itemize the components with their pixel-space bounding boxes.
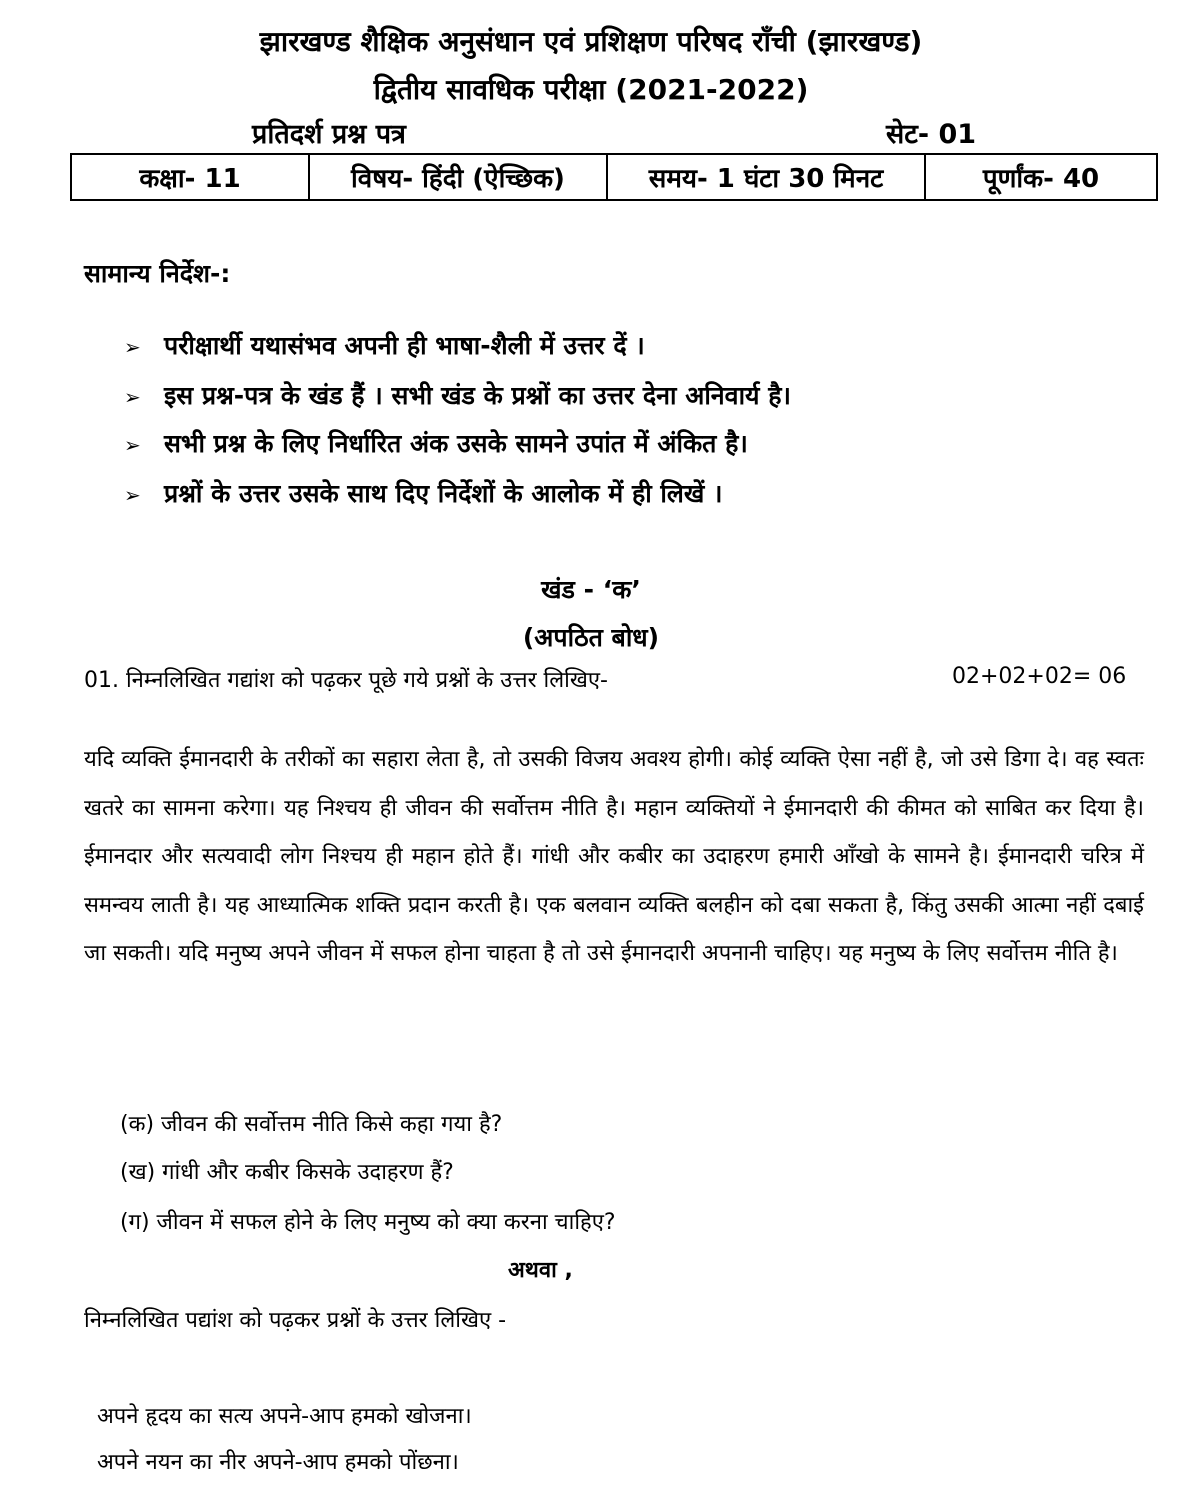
instructions-heading: सामान्य निर्देश-: (84, 259, 231, 288)
instruction-item: ➢ इस प्रश्न-पत्र के खंड हैं । सभी खंड के प्रश्नों का उत्तर देना अनिवार्य है। (124, 381, 792, 410)
instruction-item: ➢ परीक्षार्थी यथासंभव अपनी ही भाषा-शैली में उत्तर दें । (124, 331, 645, 360)
paper-type: प्रतिदर्श प्रश्न पत्र (252, 119, 406, 150)
poem-line: अपने नयन का नीर अपने-आप हमको पोंछना। (97, 1450, 459, 1475)
alt-prompt: निम्नलिखित पद्यांश को पढ़कर प्रश्नों के उत्तर लिखिए - (84, 1308, 507, 1333)
arrowhead-bullet-icon: ➢ (124, 483, 141, 507)
sub-question-b: (ख) गांधी और कबीर किसके उदाहरण हैं? (120, 1160, 454, 1185)
section-title: खंड - ‘क’ (541, 575, 641, 604)
sub-question-c: (ग) जीवन में सफल होने के लिए मनुष्य को क्या करना चाहिए? (120, 1210, 616, 1235)
instruction-item: ➢ सभी प्रश्न के लिए निर्धारित अंक उसके सामने उपांत में अंकित है। (124, 429, 748, 458)
arrowhead-bullet-icon: ➢ (124, 335, 141, 359)
exam-title: द्वितीय सावधिक परीक्षा (2021-2022) (373, 73, 809, 106)
time-cell: समय- 1 घंटा 30 मिनट (607, 154, 925, 200)
section-subtitle: (अपठित बोध) (522, 623, 660, 652)
council-title: झारखण्ड शैक्षिक अनुसंधान एवं प्रशिक्षण परिषद राँची (झारखण्ड) (259, 25, 923, 58)
poem-line: अपने हृदय का सत्य अपने-आप हमको खोजना। (97, 1404, 472, 1429)
set-number: सेट- 01 (886, 119, 977, 150)
arrowhead-bullet-icon: ➢ (124, 385, 141, 409)
exam-meta-table (70, 153, 1158, 201)
marks-cell: पूर्णांक- 40 (925, 154, 1157, 200)
question-marks: 02+02+02= 06 (952, 664, 1127, 689)
unseen-passage: यदि व्यक्ति ईमानदारी के तरीकों का सहारा लेता है, तो उसकी विजय अवश्य होगी। कोई व्यक्ति ऐसा नहीं है, जो उसे डिगा दे। वह स्वतः खतरे का सामना करेगा। यह निश्चय ही जीवन की सर्वोत्तम नीति है। महान व्यक्तियों ने ईमानदारी की कीमत को साबित कर दिया है। ईमानदार और सत्यवादी लोग निश्चय ही महान होते हैं। गांधी और कबीर का उदाहरण हमारी आँखो के सामने है। ईमानदारी चरित्र में समन्वय लाती है। यह आध्यात्मिक शक्ति प्रदान करती है। एक बलवान व्यक्ति बलहीन को दबा सकता है, किंतु उसकी आत्मा नहीं दबाई जा सकती। यदि मनुष्य अपने जीवन में सफल होना चाहता है तो उसे ईमानदारी अपनानी चाहिए। यह मनुष्य के लिए सर्वोत्तम नीति है। (84, 747, 1144, 967)
sub-question-a: (क) जीवन की सर्वोत्तम नीति किसे कहा गया है? (120, 1112, 503, 1137)
or-label: अथवा , (508, 1258, 573, 1283)
instruction-item: ➢ प्रश्नों के उत्तर उसके साथ दिए निर्देशों के आलोक में ही लिखें । (124, 479, 723, 508)
question-prompt: 01. निम्नलिखित गद्यांश को पढ़कर पूछे गये प्रश्नों के उत्तर लिखिए- (84, 668, 608, 693)
arrowhead-bullet-icon: ➢ (124, 433, 141, 457)
class-cell: कक्षा- 11 (71, 154, 309, 200)
subject-cell: विषय- हिंदी (ऐच्छिक) (309, 154, 607, 200)
